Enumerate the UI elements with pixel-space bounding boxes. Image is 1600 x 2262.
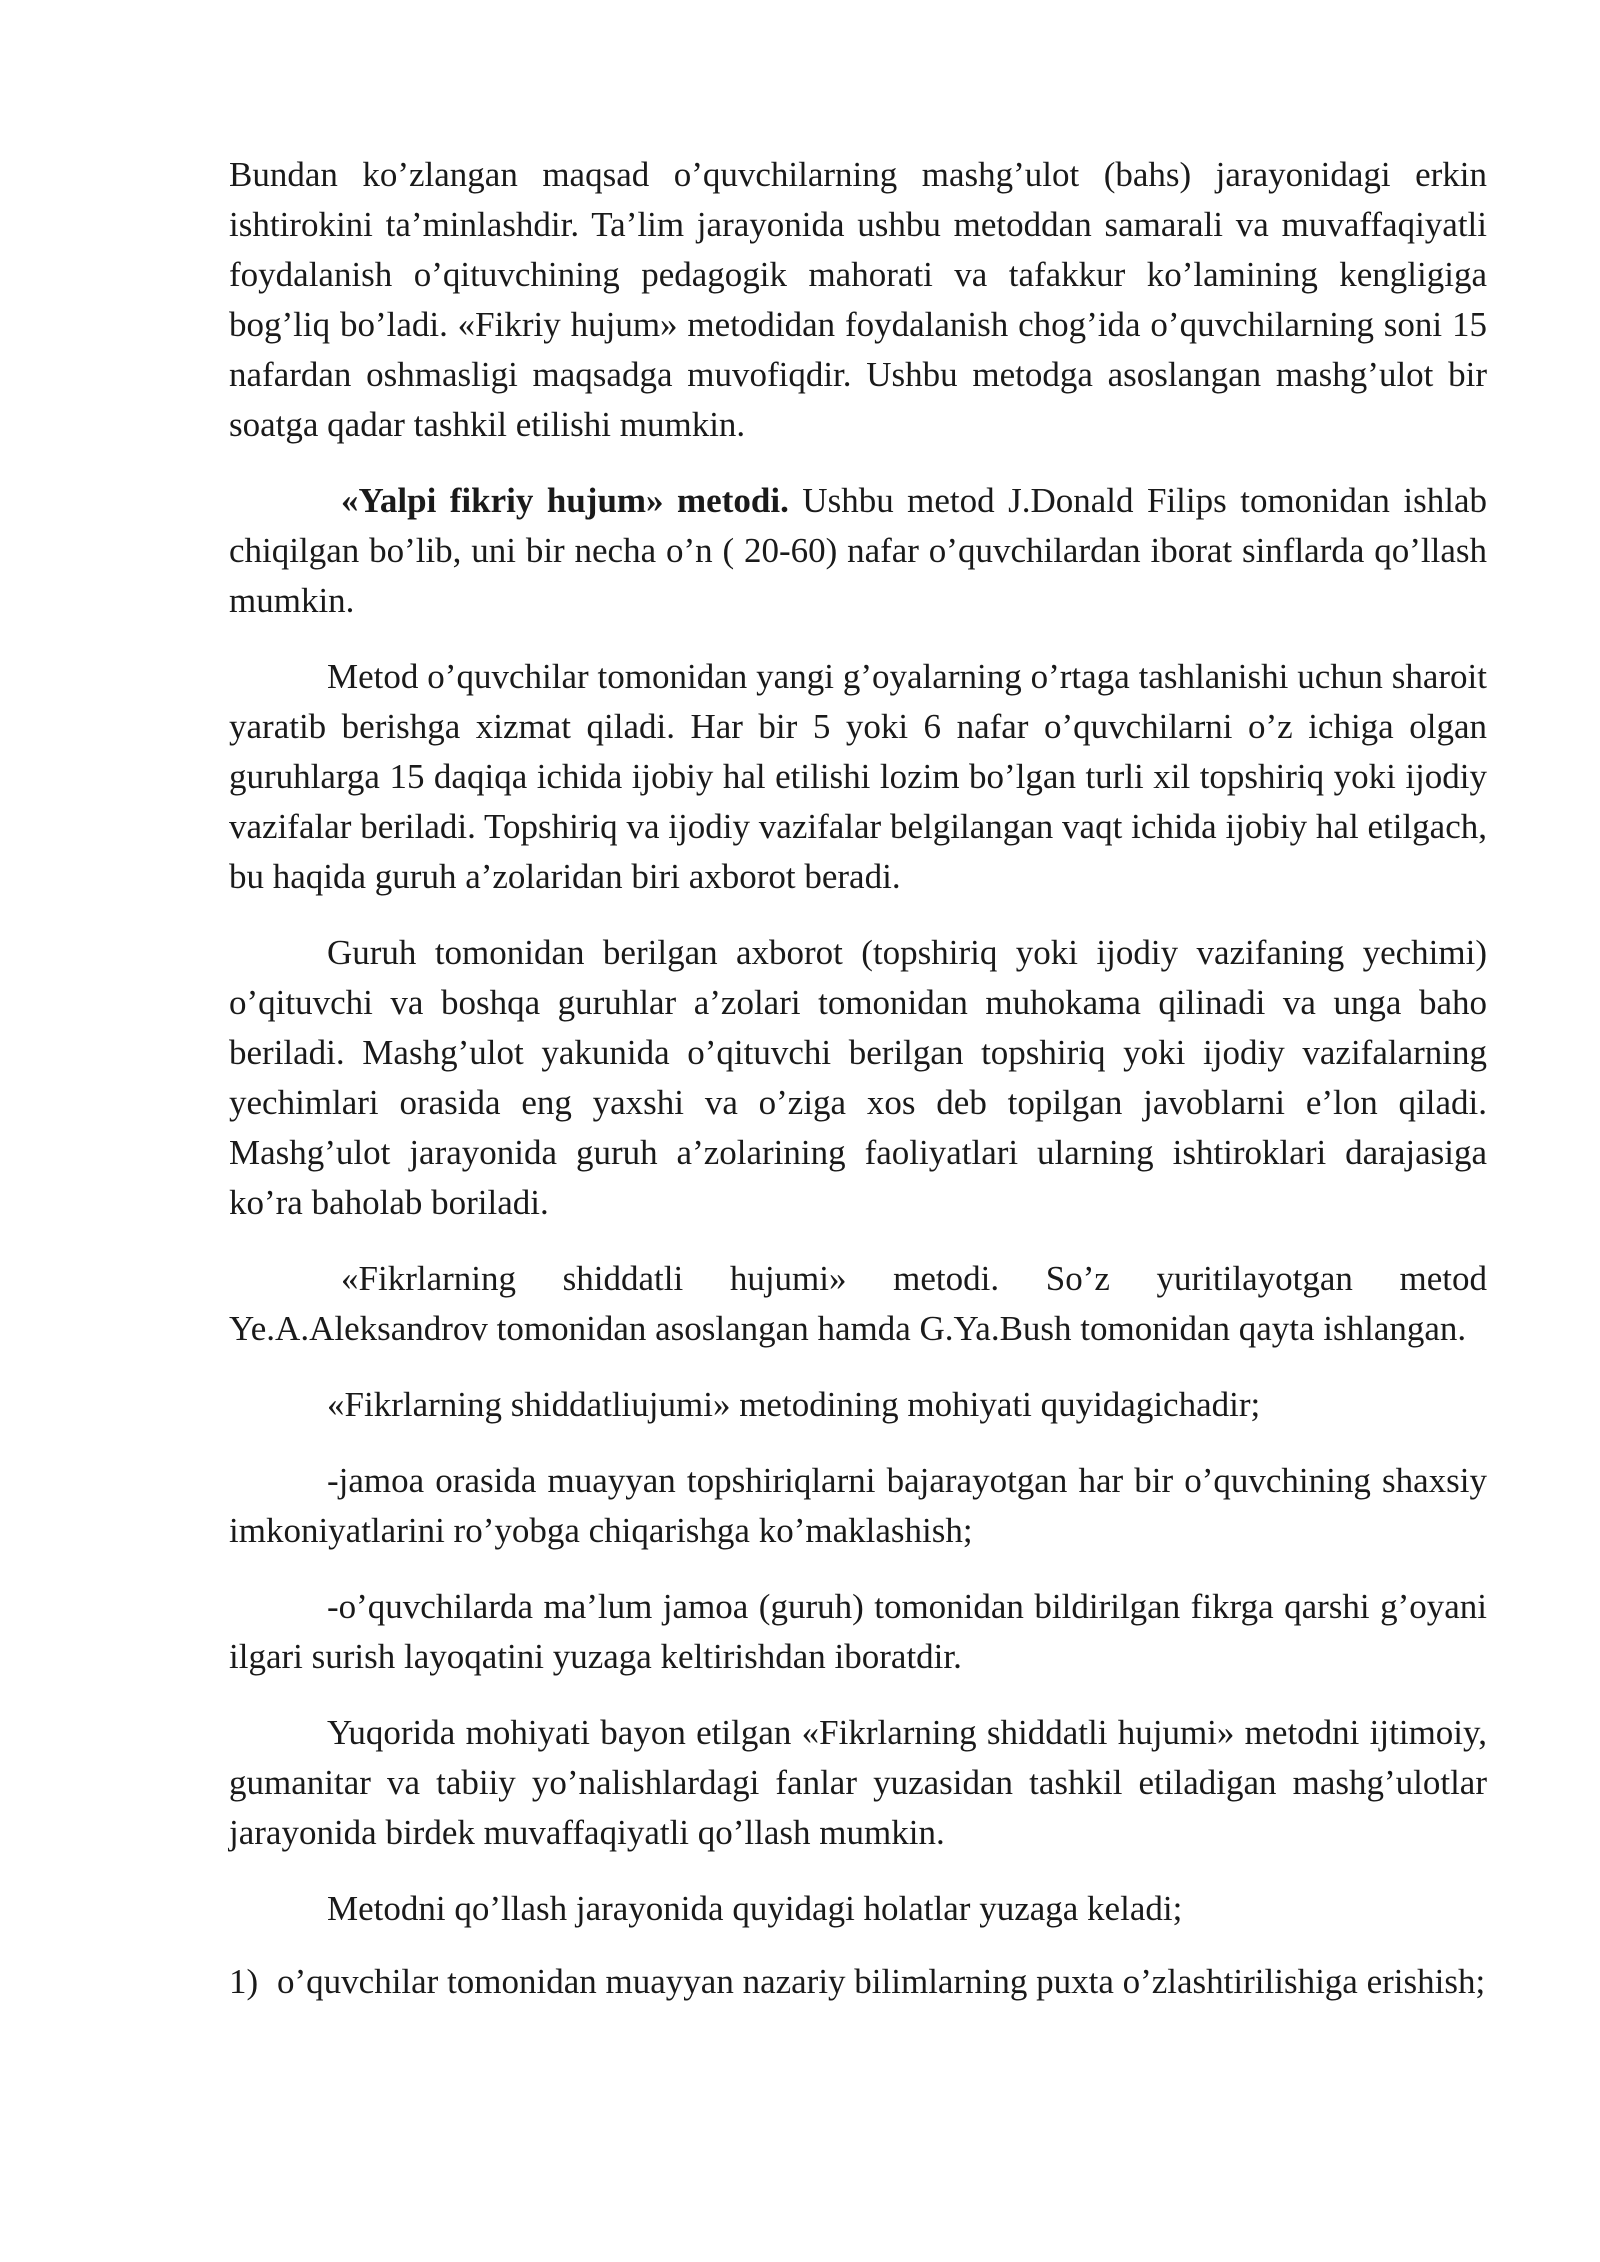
list-item-text: o’quvchilar tomonidan muayyan nazariy bilimlarning puxta o’zlashtirilishiga erishish; bbox=[277, 1962, 1486, 2001]
paragraph-2-text: Ushbu metod J.Donald Filips tomonidan ishlab chiqilgan bo’lib, uni bir necha o’n ( 20-60) nafar o’quvchilardan iborat sinflarda qo’llash mumkin. bbox=[229, 481, 1488, 620]
paragraph-3: Metod o’quvchilar tomonidan yangi g’oyalarning o’rtaga tashlanishi uchun sharoit yaratib berishga xizmat qiladi. Har bir 5 yoki 6 nafar o’quvchilarni o’z ichiga olgan guruhlarga 15 daqiqa ichida ijobiy hal etilishi lozim bo’lgan turli xil topshiriq yoki ijodiy vazifalar beriladi. Topshiriq va ijodiy vazifalar belgilangan vaqt ichida ijobiy hal etilgach, bu haqida guruh a’zolaridan biri axborot beradi. bbox=[229, 657, 1487, 896]
paragraph-fikrlarning-shiddatli-hujumi: «Fikrlarning shiddatli hujumi» metodi. So’z yuritilayotgan metod Ye.A.Aleksandrov tomonidan asoslangan hamda G.Ya.Bush tomonidan qayta ishlangan. bbox=[229, 1259, 1487, 1348]
list-item bbox=[229, 1960, 1487, 2004]
method-heading-yalpi: «Yalpi fikriy hujum» metodi. bbox=[341, 481, 789, 520]
paragraph-yalpi-fikriy-hujum bbox=[229, 476, 1487, 626]
document-page bbox=[229, 150, 1487, 2004]
paragraph-4: Guruh tomonidan berilgan axborot (topshiriq yoki ijodiy vazifaning yechimi) o’qituvchi va boshqa guruhlar a’zolari tomonidan muhokama qilinadi va unga baho beriladi. Mashg’ulot yakunida o’qituvchi berilgan topshiriq yoki ijodiy vazifalarning yechimlari orasida eng yaxshi va o’ziga xos deb topilgan javoblarni e’lon qiladi. Mashg’ulot jarayonida guruh a’zolarining faoliyatlari ularning ishtiroklari darajasiga ko’ra baholab boriladi. bbox=[229, 933, 1487, 1222]
paragraph-1: Bundan ko’zlangan maqsad o’quvchilarning mashg’ulot (bahs) jarayonidagi erkin ishtirokini ta’minlashdir. Ta’lim jarayonida ushbu metoddan samarali va muvaffaqiyatli foydalanish o’qituvchining pedagogik mahorati va tafakkur ko’lamining kengligiga bog’liq bo’ladi. «Fikriy hujum» metodidan foydalanish chog’ida o’quvchilarning soni 15 nafardan oshmasligi maqsadga muvofiqdir. Ushbu metodga asoslangan mashg’ulot bir soatga qadar tashkil etilishi mumkin. bbox=[229, 155, 1487, 444]
paragraph-7: -jamoa orasida muayyan topshiriqlarni bajarayotgan har bir o’quvchining shaxsiy imkoniyatlarini ro’yobga chiqarishga ko’maklashish; bbox=[229, 1461, 1487, 1550]
paragraph-9: Yuqorida mohiyati bayon etilgan «Fikrlarning shiddatli hujumi» metodni ijtimoiy, gumanitar va tabiiy yo’nalishlardagi fanlar yuzasidan tashkil etiladigan mashg’ulotlar jarayonida birdek muvaffaqiyatli qo’llash mumkin. bbox=[229, 1713, 1487, 1852]
paragraph-10: Metodni qo’llash jarayonida quyidagi holatlar yuzaga keladi; bbox=[327, 1889, 1183, 1928]
list-item-number: 1) bbox=[229, 1962, 259, 2001]
paragraph-6: «Fikrlarning shiddatliujumi» metodining mohiyati quyidagichadir; bbox=[327, 1385, 1261, 1424]
paragraph-8: -o’quvchilarda ma’lum jamoa (guruh) tomonidan bildirilgan fikrga qarshi g’oyani ilgari surish layoqatini yuzaga keltirishdan iboratdir. bbox=[229, 1587, 1487, 1676]
